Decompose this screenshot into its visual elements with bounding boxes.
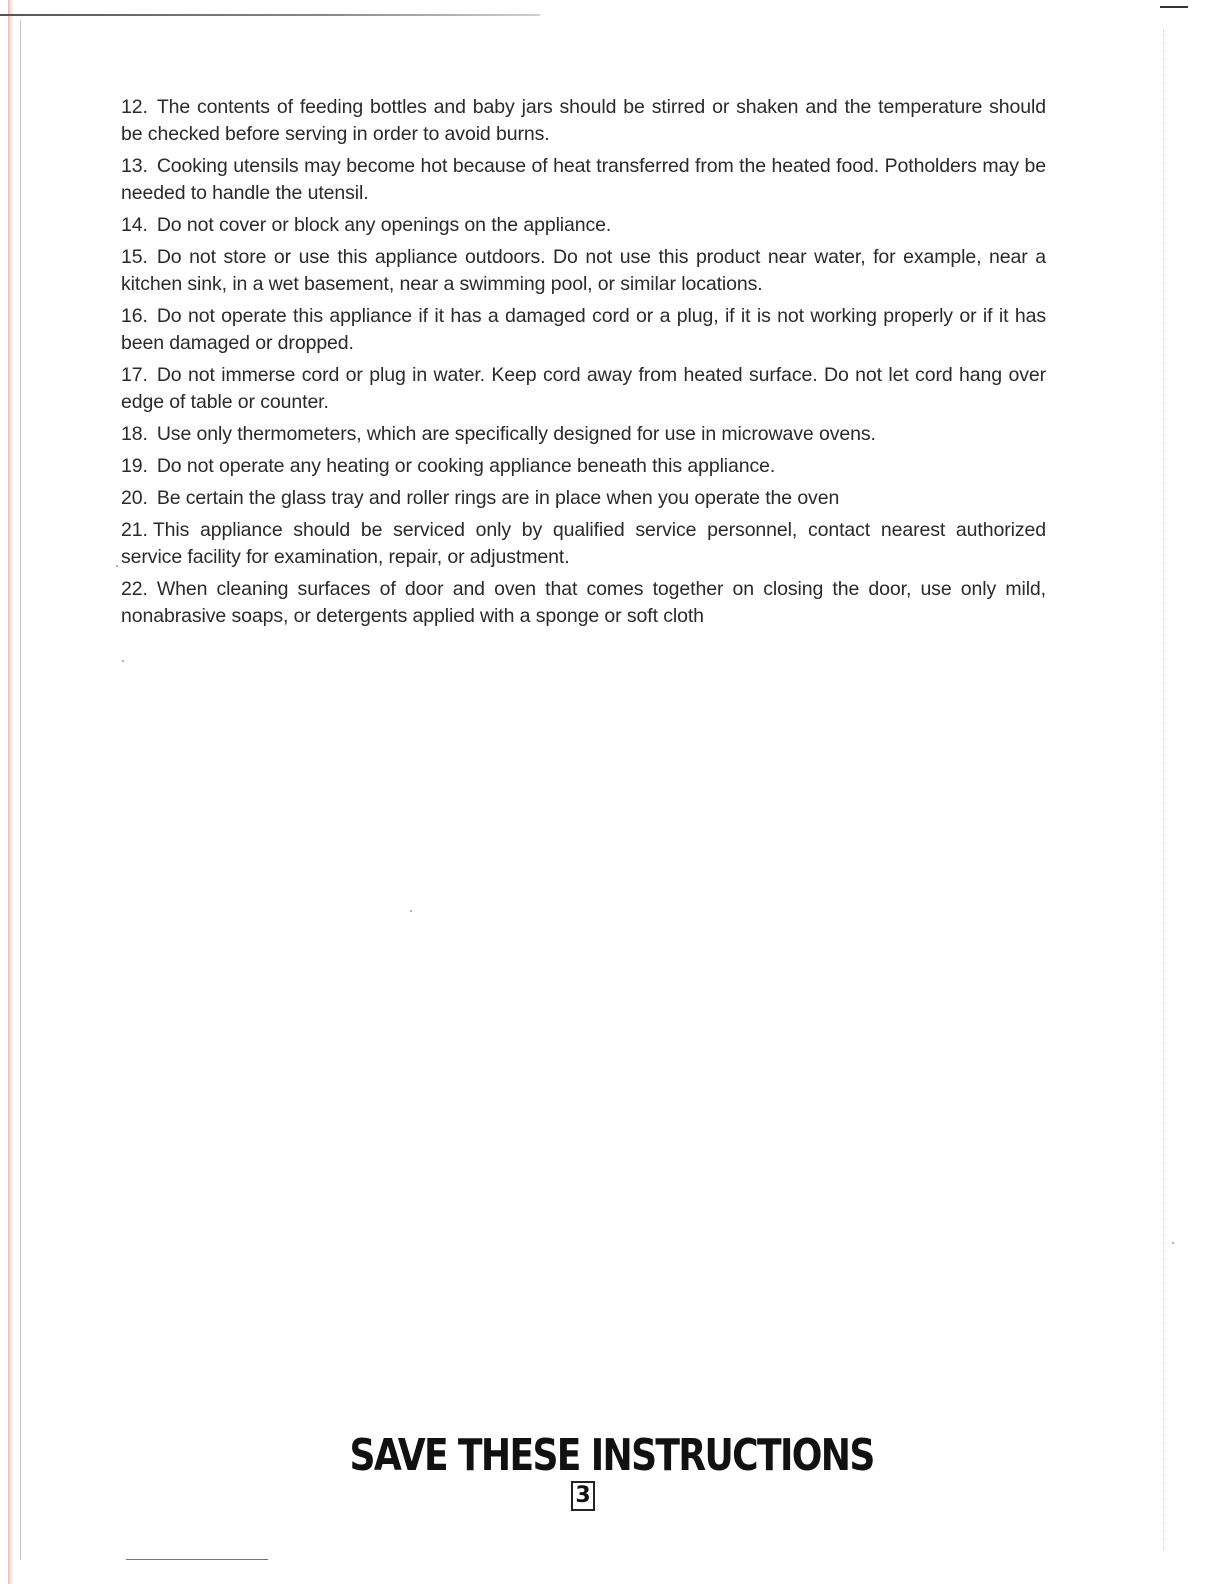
instruction-item — [121, 453, 1046, 480]
instruction-item — [121, 244, 1046, 298]
instruction-text: Do not operate any heating or cooking appliance beneath this appliance. — [156, 455, 776, 477]
instruction-text: Cooking utensils may become hot because of heat transferred from the heated food. Potholders may be needed to handle the utensil. — [121, 155, 1046, 204]
instruction-number: 22. — [121, 578, 148, 600]
instruction-item — [121, 303, 1046, 357]
instruction-number: 12. — [121, 96, 148, 118]
instruction-text: Be certain the glass tray and roller rings are in place when you operate the oven — [156, 487, 840, 509]
scan-speck — [116, 565, 118, 567]
scan-top-rule — [0, 14, 540, 16]
instruction-item — [121, 153, 1046, 207]
footer — [0, 1428, 1224, 1484]
instruction-number: 18. — [121, 423, 148, 445]
instruction-item — [121, 212, 1046, 239]
instruction-item — [121, 94, 1046, 148]
instruction-text: When cleaning surfaces of door and oven that comes together on closing the door, use only mild, nonabrasive soaps, or detergents applied with a sponge or soft cloth — [121, 578, 1046, 627]
instruction-item — [121, 576, 1046, 630]
instruction-item — [121, 362, 1046, 416]
instruction-number: 14. — [121, 214, 148, 236]
instruction-number: 21. — [121, 519, 148, 541]
instruction-text: Do not cover or block any openings on the appliance. — [156, 214, 612, 236]
scan-bottom-line — [126, 1559, 268, 1560]
scan-speck — [122, 660, 124, 662]
instruction-text: The contents of feeding bottles and baby jars should be stirred or shaken and the temperature should be checked before serving in order to avoid burns. — [121, 96, 1046, 145]
save-instructions-title: SAVE THESE INSTRUCTIONS — [349, 1430, 875, 1481]
instruction-item — [121, 421, 1046, 448]
scan-left-line — [20, 20, 21, 1560]
instruction-item — [121, 485, 1046, 512]
scan-right-edge — [1163, 30, 1165, 1550]
instruction-text: Use only thermometers, which are specifically designed for use in microwave ovens. — [156, 423, 876, 445]
instruction-number: 19. — [121, 455, 148, 477]
instruction-item — [121, 517, 1046, 571]
instruction-number: 16. — [121, 305, 148, 327]
instruction-list — [121, 94, 1046, 635]
instruction-text: This appliance should be serviced only by qualified service personnel, contact nearest authorized service facility for examination, repair, or adjustment. — [121, 519, 1046, 568]
instruction-number: 15. — [121, 246, 148, 268]
instruction-number: 20. — [121, 487, 148, 509]
scan-top-right-mark — [1160, 6, 1188, 8]
page-number: 3 — [571, 1481, 595, 1511]
instruction-number: 13. — [121, 155, 148, 177]
instruction-number: 17. — [121, 364, 148, 386]
scan-speck — [1172, 1242, 1174, 1244]
scan-speck — [410, 910, 412, 912]
instruction-text: Do not operate this appliance if it has a damaged cord or a plug, if it is not working properly or if it has been damaged or dropped. — [121, 305, 1046, 354]
instruction-text: Do not store or use this appliance outdoors. Do not use this product near water, for example, near a kitchen sink, in a wet basement, near a swimming pool, or similar locations. — [121, 246, 1046, 295]
scan-left-edge — [8, 0, 14, 1584]
instruction-text: Do not immerse cord or plug in water. Keep cord away from heated surface. Do not let cord hang over edge of table or counter. — [121, 364, 1046, 413]
